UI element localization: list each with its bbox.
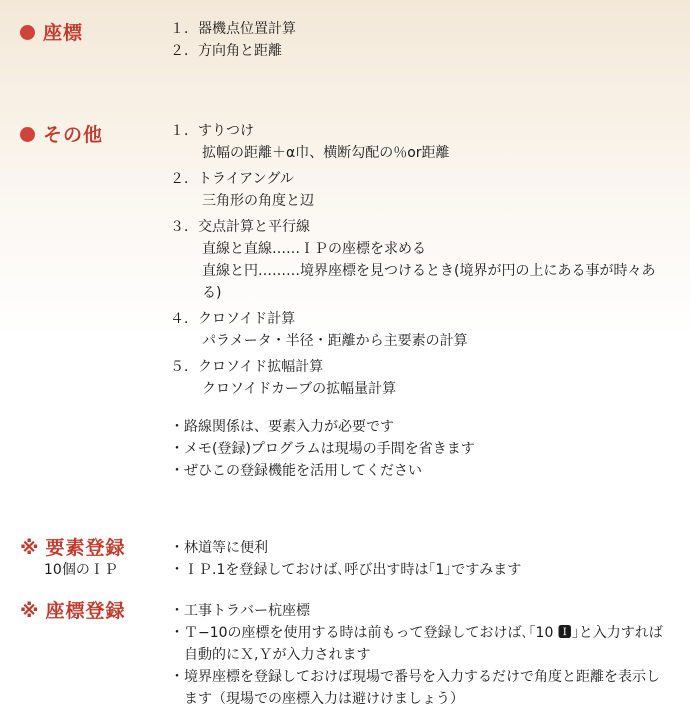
note-item: ・工事トラバー杭座標: [170, 603, 310, 619]
reference-mark-icon: ※: [20, 600, 40, 622]
heading-text: その他: [43, 124, 104, 146]
heading-text: 座標登録: [45, 600, 126, 622]
item-title: ３．交点計算と平行線: [170, 219, 310, 235]
heading-text: 要素登録: [45, 537, 126, 559]
item-detail: 三角形の角度と辺: [202, 193, 314, 209]
list-item: [170, 120, 670, 164]
list-item: [170, 216, 670, 304]
section-subnote: 10個のＩＰ: [44, 562, 118, 578]
reference-mark-icon: ※: [20, 537, 40, 559]
note-item: ・路線関係は、要素入力が必要です: [170, 419, 394, 435]
note-item: ・Ｔ−10の座標を使用する時は前もって登録しておけば､｢10 🅸｣と入力すれば自動的にＸ,Ｙが入力されます: [170, 625, 663, 663]
item-detail: 直線と直線……ＩＰの座標を求める: [202, 241, 426, 257]
red-dot-icon: [20, 25, 35, 40]
item-title: １．器機点位置計算: [170, 21, 296, 37]
section-body: [170, 18, 670, 66]
section-heading: [20, 18, 83, 45]
section-body: [170, 537, 670, 581]
section-heading: [20, 596, 126, 623]
item-title: ２．トライアングル: [170, 171, 294, 187]
list-item: [170, 40, 670, 62]
item-detail: パラメータ・半径・距離から主要素の計算: [202, 333, 468, 349]
item-title: １．すりつけ: [170, 123, 254, 139]
list-item: [170, 308, 670, 352]
item-detail: 直線と円………境界座標を見つけるとき(境界が円の上にある事が時々ある): [202, 263, 656, 301]
item-title: ５．クロソイド拡幅計算: [170, 359, 324, 375]
section-heading: [20, 533, 126, 560]
item-detail: クロソイドカーブの拡幅量計算: [202, 381, 397, 397]
note-item: ・メモ(登録)プログラムは現場の手間を省きます: [170, 441, 475, 457]
item-detail: 拡幅の距離＋α巾、横断勾配の％or距離: [202, 145, 450, 161]
section-heading: [20, 120, 103, 147]
item-title: ４．クロソイド計算: [170, 311, 296, 327]
notes-list: [170, 416, 670, 482]
list-item: [170, 356, 670, 400]
section-body: [170, 120, 670, 404]
heading-text: 座標: [43, 22, 84, 44]
list-item: [170, 18, 670, 40]
note-item: ・境界座標を登録しておけば現場で番号を入力するだけで角度と距離を表示します（現場での座標入力は避けけましょう）: [170, 669, 660, 707]
note-item: ・ＩＰ.1を登録しておけば､呼び出す時は｢1｣ですみます: [170, 562, 522, 578]
section-body: [170, 600, 670, 710]
note-item: ・林道等に便利: [170, 540, 268, 556]
item-title: ２．方向角と距離: [170, 43, 282, 59]
note-item: ・ぜひこの登録機能を活用してください: [170, 463, 422, 479]
list-item: [170, 168, 670, 212]
red-dot-icon: [20, 127, 35, 142]
